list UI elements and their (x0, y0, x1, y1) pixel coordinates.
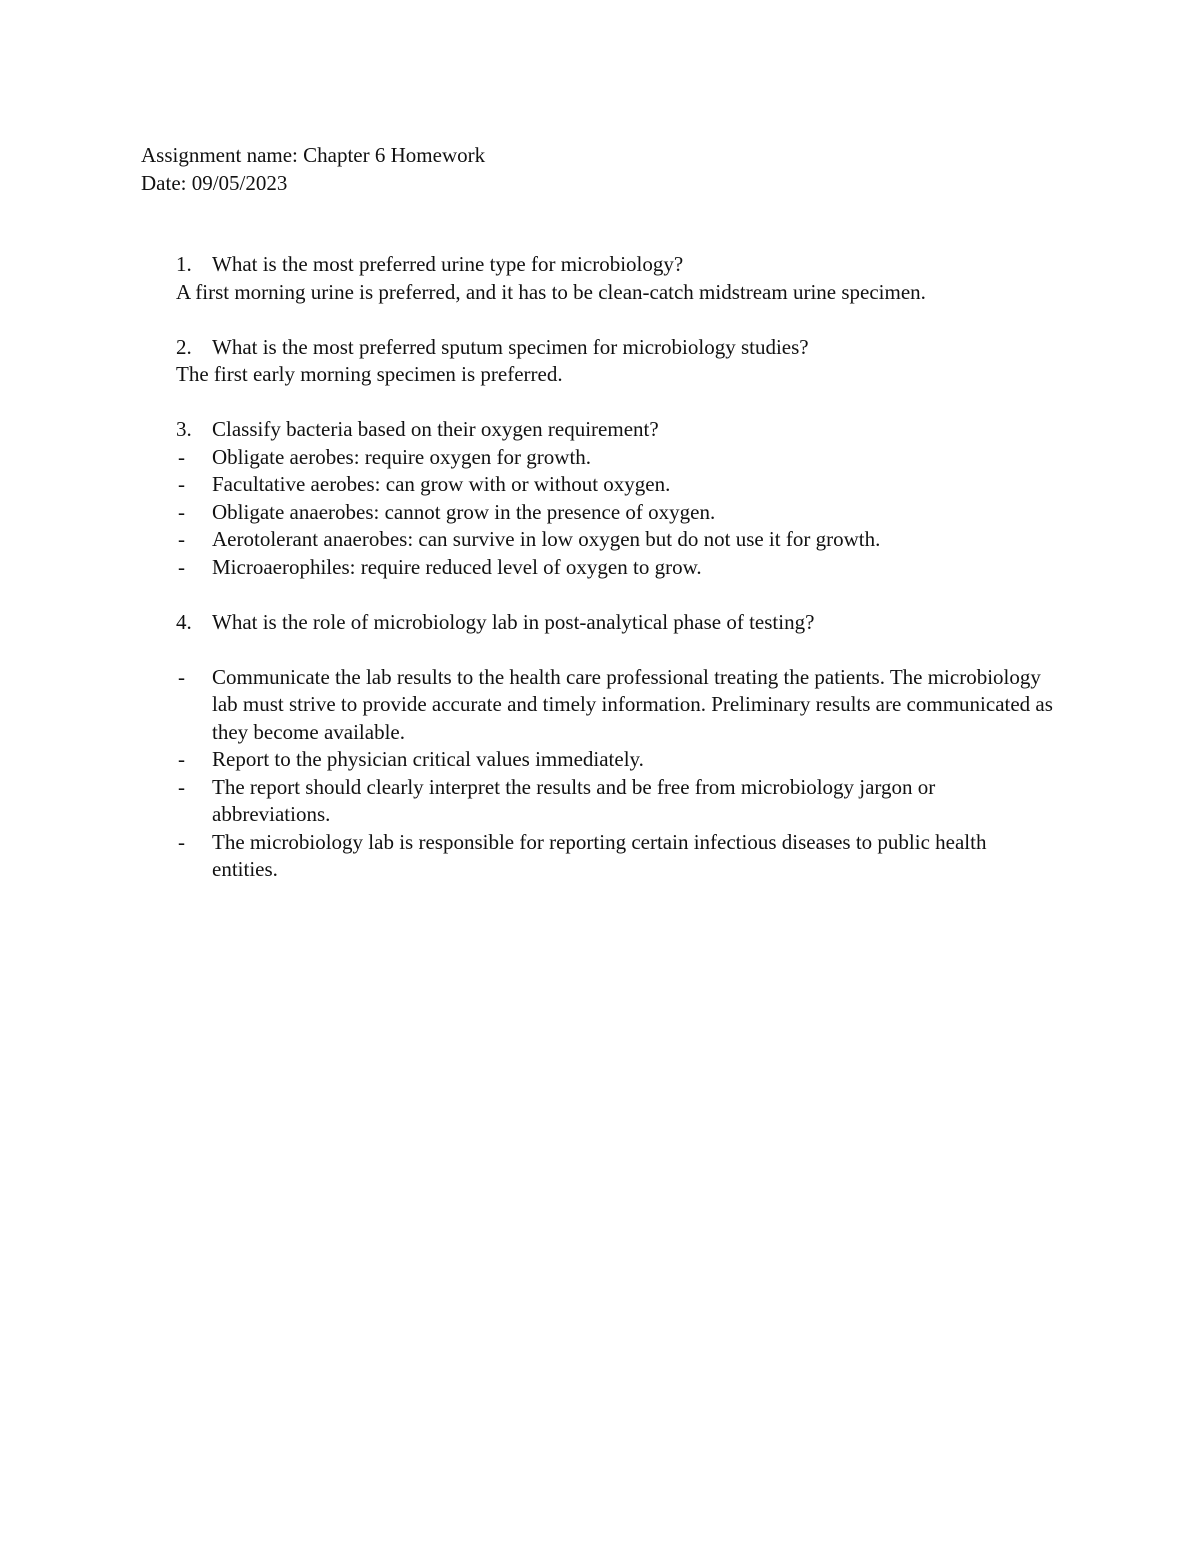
question-text: What is the most preferred sputum specimen for microbiology studies? (212, 334, 809, 359)
bullet-text: Microaerophiles: require reduced level of oxygen to grow. (212, 554, 702, 579)
bullet-text: Communicate the lab results to the health care professional treating the patients. The microbiology lab must strive to provide accurate and timely information. Preliminary results are communicated as they become available. (212, 664, 1053, 744)
bullet-text: Obligate anaerobes: cannot grow in the presence of oxygen. (212, 499, 716, 524)
bullet-dash: - (178, 829, 185, 854)
question-number: 1. (176, 252, 192, 276)
list-item (176, 664, 1056, 747)
bullet-dash: - (178, 499, 185, 524)
bullet-dash: - (178, 747, 185, 771)
bullet-text: The microbiology lab is responsible for reporting certain infectious diseases to public health entities. (212, 829, 987, 881)
list-item (176, 444, 1056, 472)
assignment-date: Date: 09/05/2023 (141, 170, 288, 195)
list-item (176, 554, 1056, 582)
question-number: 2. (176, 334, 192, 359)
question-text: What is the role of microbiology lab in post-analytical phase of testing? (212, 609, 815, 634)
document-body (176, 251, 1056, 884)
bullet-dash: - (178, 664, 185, 689)
document-header (141, 142, 485, 197)
bullet-dash: - (178, 472, 185, 496)
question-4 (176, 609, 1056, 884)
list-item (176, 746, 1056, 774)
bullet-dash: - (178, 444, 185, 469)
question-1 (176, 251, 1056, 306)
assignment-name: Assignment name: Chapter 6 Homework (141, 143, 486, 167)
answer-text: A first morning urine is preferred, and it has to be clean-catch midstream urine specimen. (176, 279, 926, 304)
bullet-dash: - (178, 774, 185, 799)
bullet-text: Obligate aerobes: require oxygen for growth. (212, 444, 592, 469)
question-number: 3. (176, 417, 192, 441)
bullet-text: Aerotolerant anaerobes: can survive in low oxygen but do not use it for growth. (212, 527, 881, 551)
bullet-dash: - (178, 554, 185, 579)
list-item (176, 774, 1056, 829)
list-item (176, 526, 1056, 554)
bullet-text: Report to the physician critical values immediately. (212, 747, 644, 771)
list-item (176, 829, 1056, 884)
question-text: Classify bacteria based on their oxygen requirement? (212, 417, 659, 441)
answer-text: The first early morning specimen is preferred. (176, 362, 563, 386)
question-number: 4. (176, 609, 192, 634)
list-item (176, 499, 1056, 527)
question-3 (176, 416, 1056, 581)
question-text: What is the most preferred urine type for microbiology? (212, 252, 684, 276)
list-item (176, 471, 1056, 499)
question-2 (176, 334, 1056, 389)
bullet-text: Facultative aerobes: can grow with or without oxygen. (212, 472, 671, 496)
bullet-text: The report should clearly interpret the results and be free from microbiology jargon or abbreviations. (212, 774, 936, 826)
bullet-dash: - (178, 527, 185, 551)
